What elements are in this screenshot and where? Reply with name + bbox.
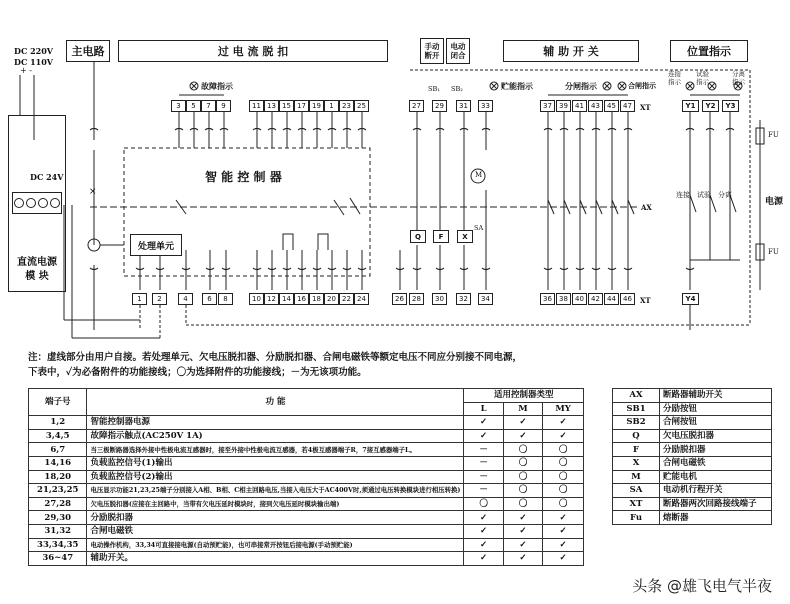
x-mark: × [89, 187, 97, 197]
legend-row [613, 443, 772, 457]
fu-bottom-label: FU [768, 248, 779, 256]
legend-row [613, 429, 772, 443]
table-cell-t: 33,34,35 [29, 538, 87, 552]
table-cell-t: 3,4,5 [29, 429, 87, 443]
xt-bottom-label: XT [640, 296, 651, 305]
bottom-terminal: 24 [354, 293, 369, 305]
table-cell-l: － [464, 443, 503, 457]
table-cell-f: 当三极断路器选择外接中性极电流互感器时，接至外接中性极电流互感器，若4极互感器端子R，7接互感器端子L。 [87, 443, 464, 457]
coil-x: X [457, 230, 473, 243]
top-terminal: 13 [264, 100, 279, 112]
col-type-l: L [464, 402, 503, 416]
bottom-terminal: 32 [456, 293, 471, 305]
plus-minus-label: + - [20, 66, 32, 75]
ax-label: AX [641, 203, 652, 212]
legend-key: X [613, 456, 660, 470]
top-terminal: 47 [620, 100, 635, 112]
test-indicator-label: 试验 指示 [696, 70, 709, 86]
top-terminal: 11 [249, 100, 264, 112]
table-cell-f: 智能控制器电源 [87, 416, 464, 430]
top-terminal: 19 [309, 100, 324, 112]
test-position-label: 试验 [697, 191, 711, 199]
bottom-terminal: 40 [572, 293, 587, 305]
bottom-terminal: 30 [432, 293, 447, 305]
bottom-terminal: 26 [392, 293, 407, 305]
table-cell-my: 〇 [543, 484, 584, 498]
watermark: 头条 @雄飞电气半夜 [632, 577, 772, 595]
legend-row [613, 511, 772, 525]
legend-key: F [613, 443, 660, 457]
connect-indicator-label: 连接 指示 [668, 70, 681, 86]
table-cell-f: 合闸电磁铁 [87, 524, 464, 538]
table-cell-my: ✓ [543, 552, 584, 566]
table-cell-m: 〇 [503, 456, 542, 470]
table-cell-l: ✓ [464, 416, 503, 430]
terminal-function-table [28, 388, 584, 566]
top-terminal: 37 [540, 100, 555, 112]
terminal-y4: Y4 [682, 293, 699, 305]
table-row [29, 416, 584, 430]
table-cell-my: ✓ [543, 429, 584, 443]
legend-key: Fu [613, 511, 660, 525]
header-manual-open: 手动 断开 [420, 38, 444, 64]
top-terminal: 7 [201, 100, 216, 112]
legend-value: 合闸电磁铁 [660, 456, 772, 470]
legend-key: M [613, 470, 660, 484]
bottom-terminal: 44 [604, 293, 619, 305]
legend-value: 电动机行程开关 [660, 484, 772, 498]
table-cell-l: － [464, 456, 503, 470]
legend-row [613, 389, 772, 403]
terminal-y1: Y1 [682, 100, 699, 112]
table-cell-t: 29,30 [29, 511, 87, 525]
smart-controller-label: 智 能 控 制 器 [205, 170, 282, 184]
dc-module-label: 直流电源 模 块 [17, 257, 57, 282]
legend-row [613, 416, 772, 430]
legend-row [613, 470, 772, 484]
legend-value: 贮能电机 [660, 470, 772, 484]
coil-q: Q [410, 230, 426, 243]
top-terminal: 15 [279, 100, 294, 112]
motor-m-label: M [475, 171, 483, 179]
bottom-terminal: 8 [218, 293, 233, 305]
fu-top-label: FU [768, 131, 779, 139]
storage-indicator-label: 贮能指示 [501, 81, 533, 91]
table-row [29, 538, 584, 552]
table-cell-t: 27,28 [29, 497, 87, 511]
bottom-terminal: 34 [478, 293, 493, 305]
table-cell-m: ✓ [503, 429, 542, 443]
coil-f: F [433, 230, 449, 243]
top-terminal: 31 [456, 100, 471, 112]
legend-key: SA [613, 484, 660, 498]
col-types: 适用控制器类型 [464, 389, 584, 403]
top-terminal: 17 [294, 100, 309, 112]
col-type-m: M [503, 402, 542, 416]
top-terminal: 39 [556, 100, 571, 112]
legend-value: 断路器辅助开关 [660, 389, 772, 403]
processing-unit: 处理单元 [130, 234, 182, 256]
table-cell-m: ✓ [503, 552, 542, 566]
table-cell-m: ✓ [503, 538, 542, 552]
table-cell-f: 辅助开关。 [87, 552, 464, 566]
header-main-circuit: 主电路 [66, 40, 110, 62]
legend-key: SB2 [613, 416, 660, 430]
table-cell-l: ✓ [464, 429, 503, 443]
legend-key: Q [613, 429, 660, 443]
legend-row [613, 484, 772, 498]
header-electric-close: 电动 闭合 [446, 38, 470, 64]
header-overcurrent-trip: 过 电 流 脱 扣 [118, 40, 388, 62]
top-terminal: 41 [572, 100, 587, 112]
table-row [29, 524, 584, 538]
legend-value: 分励按钮 [660, 402, 772, 416]
top-terminal: 43 [588, 100, 603, 112]
header-position-indicator: 位置指示 [670, 40, 748, 62]
dc-220v-label: DC 220V [14, 46, 53, 56]
table-cell-my: ✓ [543, 511, 584, 525]
table-cell-l: ✓ [464, 538, 503, 552]
table-cell-t: 21,23,25 [29, 484, 87, 498]
bottom-terminal: 1 [132, 293, 147, 305]
table-cell-t: 18,20 [29, 470, 87, 484]
bottom-terminal: 36 [540, 293, 555, 305]
bottom-terminal: 18 [309, 293, 324, 305]
bottom-terminal: 6 [202, 293, 217, 305]
table-cell-l: 〇 [464, 497, 503, 511]
table-cell-t: 36~47 [29, 552, 87, 566]
table-row [29, 497, 584, 511]
legend-row [613, 456, 772, 470]
top-terminal: 23 [339, 100, 354, 112]
bottom-terminal: 46 [620, 293, 635, 305]
table-cell-m: ✓ [503, 511, 542, 525]
legend-table [612, 388, 772, 525]
table-row [29, 443, 584, 457]
table-cell-f: 故障指示触点(AC250V 1A) [87, 429, 464, 443]
table-row [29, 456, 584, 470]
legend-key: XT [613, 497, 660, 511]
table-row [29, 484, 584, 498]
note-line-2: 下表中，✓为必备附件的功能接线；〇为选择附件的功能接线；－为无该项功能。 [28, 367, 367, 378]
table-row [29, 429, 584, 443]
legend-row [613, 402, 772, 416]
terminal-block [12, 192, 62, 214]
top-terminal: 27 [409, 100, 424, 112]
bottom-terminal: 28 [409, 293, 424, 305]
legend-value: 合闸按钮 [660, 416, 772, 430]
table-cell-f: 电压显示功能21,23,25端子分别接入A相、B相、C相主回路电压,当接入电压大于AC400V时,须通过电压转换模块进行相压转换) [87, 484, 464, 498]
sb1-label: SB₁ [428, 85, 440, 93]
legend-value: 断路器两次回路接线端子 [660, 497, 772, 511]
top-terminal: 33 [478, 100, 493, 112]
table-row [29, 470, 584, 484]
bottom-terminal: 14 [279, 293, 294, 305]
top-terminal: 25 [354, 100, 369, 112]
table-cell-l: － [464, 484, 503, 498]
xt-top-label: XT [640, 103, 651, 112]
legend-value: 熔断器 [660, 511, 772, 525]
bottom-terminal: 10 [249, 293, 264, 305]
legend-value: 欠电压脱扣器 [660, 429, 772, 443]
fault-indicator-label: 故障指示 [201, 81, 233, 91]
top-terminal: 1 [324, 100, 339, 112]
table-cell-m: 〇 [503, 470, 542, 484]
table-cell-l: － [464, 470, 503, 484]
table-cell-m: 〇 [503, 497, 542, 511]
legend-value: 分励脱扣器 [660, 443, 772, 457]
dc-24v-label: DC 24V [30, 172, 64, 182]
table-cell-my: ✓ [543, 538, 584, 552]
close-indicator-label: 合闸指示 [628, 81, 656, 90]
table-cell-m: ✓ [503, 524, 542, 538]
table-cell-f: 欠电压脱扣器(应接在主回路中，当带有欠电压延时模块时，接到欠电压延时模块输出端) [87, 497, 464, 511]
dc-110v-label: DC 110V [14, 57, 53, 67]
table-cell-m: 〇 [503, 484, 542, 498]
table-row [29, 511, 584, 525]
terminal-y3: Y3 [722, 100, 739, 112]
table-cell-f: 电动操作机构，33,34可直接接电源(自动预贮能)，也可串接常开按钮后接电源(手动预贮能) [87, 538, 464, 552]
table-cell-l: ✓ [464, 511, 503, 525]
table-cell-f: 分励脱扣器 [87, 511, 464, 525]
top-terminal: 3 [171, 100, 186, 112]
col-type-my: MY [543, 402, 584, 416]
table-cell-t: 14,16 [29, 456, 87, 470]
table-cell-my: ✓ [543, 524, 584, 538]
table-cell-l: ✓ [464, 524, 503, 538]
top-terminal: 9 [216, 100, 231, 112]
separate-position-label: 分离 [718, 191, 732, 199]
bottom-terminal: 12 [264, 293, 279, 305]
legend-key: SB1 [613, 402, 660, 416]
bottom-terminal: 42 [588, 293, 603, 305]
bottom-terminal: 2 [152, 293, 167, 305]
shunt-indicator-label: 分闸指示 [565, 81, 597, 91]
table-cell-my: 〇 [543, 443, 584, 457]
bottom-terminal: 38 [556, 293, 571, 305]
col-function: 功 能 [87, 389, 464, 416]
table-cell-my: 〇 [543, 470, 584, 484]
table-cell-my: 〇 [543, 456, 584, 470]
top-terminal: 45 [604, 100, 619, 112]
col-terminal: 端子号 [29, 389, 87, 416]
bottom-terminal: 22 [339, 293, 354, 305]
legend-key: AX [613, 389, 660, 403]
connect-position-label: 连接 [676, 191, 690, 199]
table-cell-t: 6,7 [29, 443, 87, 457]
separate-indicator-label: 分离 指示 [732, 70, 745, 86]
power-source-label: 电源 [765, 197, 784, 207]
legend-row [613, 497, 772, 511]
table-cell-t: 1,2 [29, 416, 87, 430]
table-cell-f: 负载监控信号(2)输出 [87, 470, 464, 484]
sa-label: SA [474, 224, 484, 232]
note-line-1: 注：虚线部分由用户自接。若处理单元、欠电压脱扣器、分励脱扣器、合闸电磁铁等额定电压不同应分别接不同电源， [28, 352, 523, 363]
table-cell-m: 〇 [503, 443, 542, 457]
header-auxiliary-switch: 辅 助 开 关 [503, 40, 639, 62]
table-cell-my: 〇 [543, 497, 584, 511]
terminal-y2: Y2 [702, 100, 719, 112]
table-cell-my: ✓ [543, 416, 584, 430]
top-terminal: 5 [186, 100, 201, 112]
bottom-terminal: 20 [324, 293, 339, 305]
bottom-terminal: 4 [178, 293, 193, 305]
top-terminal: 29 [432, 100, 447, 112]
table-cell-t: 31,32 [29, 524, 87, 538]
sb2-label: SB₂ [451, 85, 463, 93]
table-cell-l: ✓ [464, 552, 503, 566]
table-row [29, 552, 584, 566]
table-cell-m: ✓ [503, 416, 542, 430]
table-cell-f: 负载监控信号(1)输出 [87, 456, 464, 470]
bottom-terminal: 16 [294, 293, 309, 305]
